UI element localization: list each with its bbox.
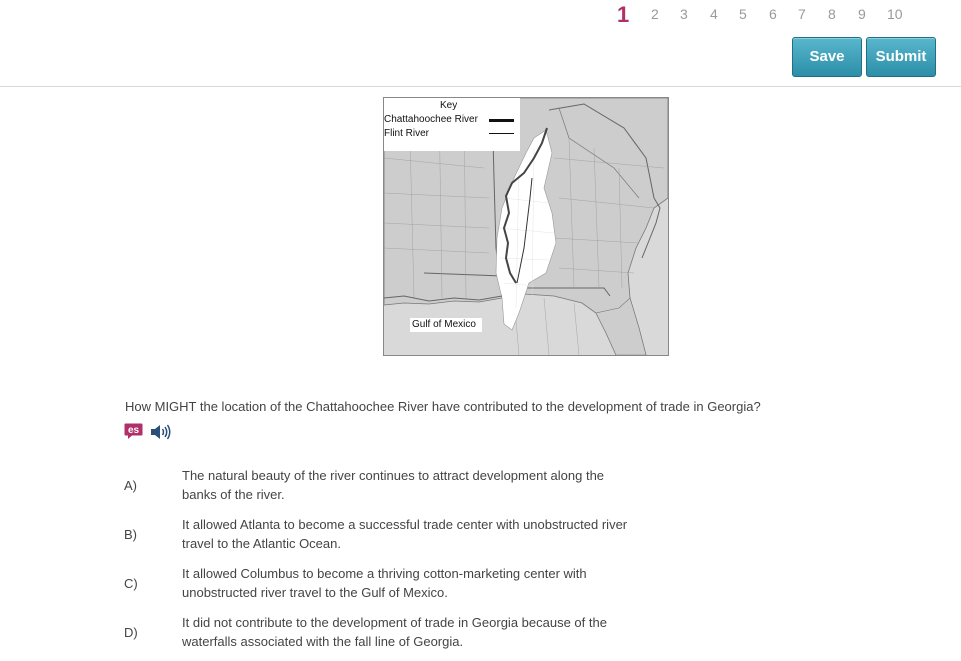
speaker-icon[interactable] [150,423,172,441]
question-text: How MIGHT the location of the Chattahoochee River have contributed to the development of trade in Georgia? [125,399,761,414]
choice-c-text[interactable]: It allowed Columbus to become a thriving cotton-marketing center with unobstructed river travel to the Gulf of Mexico. [182,566,587,600]
page-5[interactable]: 5 [739,6,747,22]
thick-line-icon [489,119,514,122]
gulf-of-mexico-label: Gulf of Mexico [410,318,482,332]
choice-b-text[interactable]: It allowed Atlanta to become a successful trade center with unobstructed river travel to the Atlantic Ocean. [182,517,628,551]
choice-d-letter[interactable]: D) [124,625,138,640]
map-key [384,98,520,151]
page-6[interactable]: 6 [769,6,777,22]
es-translate-icon[interactable] [124,423,143,439]
key-flint-label: Flint River [384,128,430,139]
choice-a-text[interactable]: The natural beauty of the river continues to attract development along the banks of the river. [182,468,605,502]
map-key-title: Key [440,100,458,111]
page-10[interactable]: 10 [887,6,903,22]
page-3[interactable]: 3 [680,6,688,22]
thin-line-icon [489,133,514,134]
choice-b-letter[interactable]: B) [124,527,137,542]
save-button[interactable]: Save [792,37,862,77]
svg-text:es: es [127,425,140,436]
choice-d-text[interactable]: It did not contribute to the development of trade in Georgia because of the waterfalls associated with the fall line of Georgia. [182,615,607,649]
page-9[interactable]: 9 [858,6,866,22]
choice-a-letter[interactable]: A) [124,478,137,493]
top-header [0,0,961,87]
page-1[interactable]: 1 [617,2,630,27]
page-8[interactable]: 8 [828,6,836,22]
key-chattahoochee-label: Chattahoochee River [384,114,478,125]
submit-button[interactable]: Submit [866,37,936,77]
georgia-river-map [383,97,669,356]
page-4[interactable]: 4 [710,6,718,22]
page-2[interactable]: 2 [651,6,659,22]
choice-c-letter[interactable]: C) [124,576,138,591]
page-7[interactable]: 7 [798,6,806,22]
